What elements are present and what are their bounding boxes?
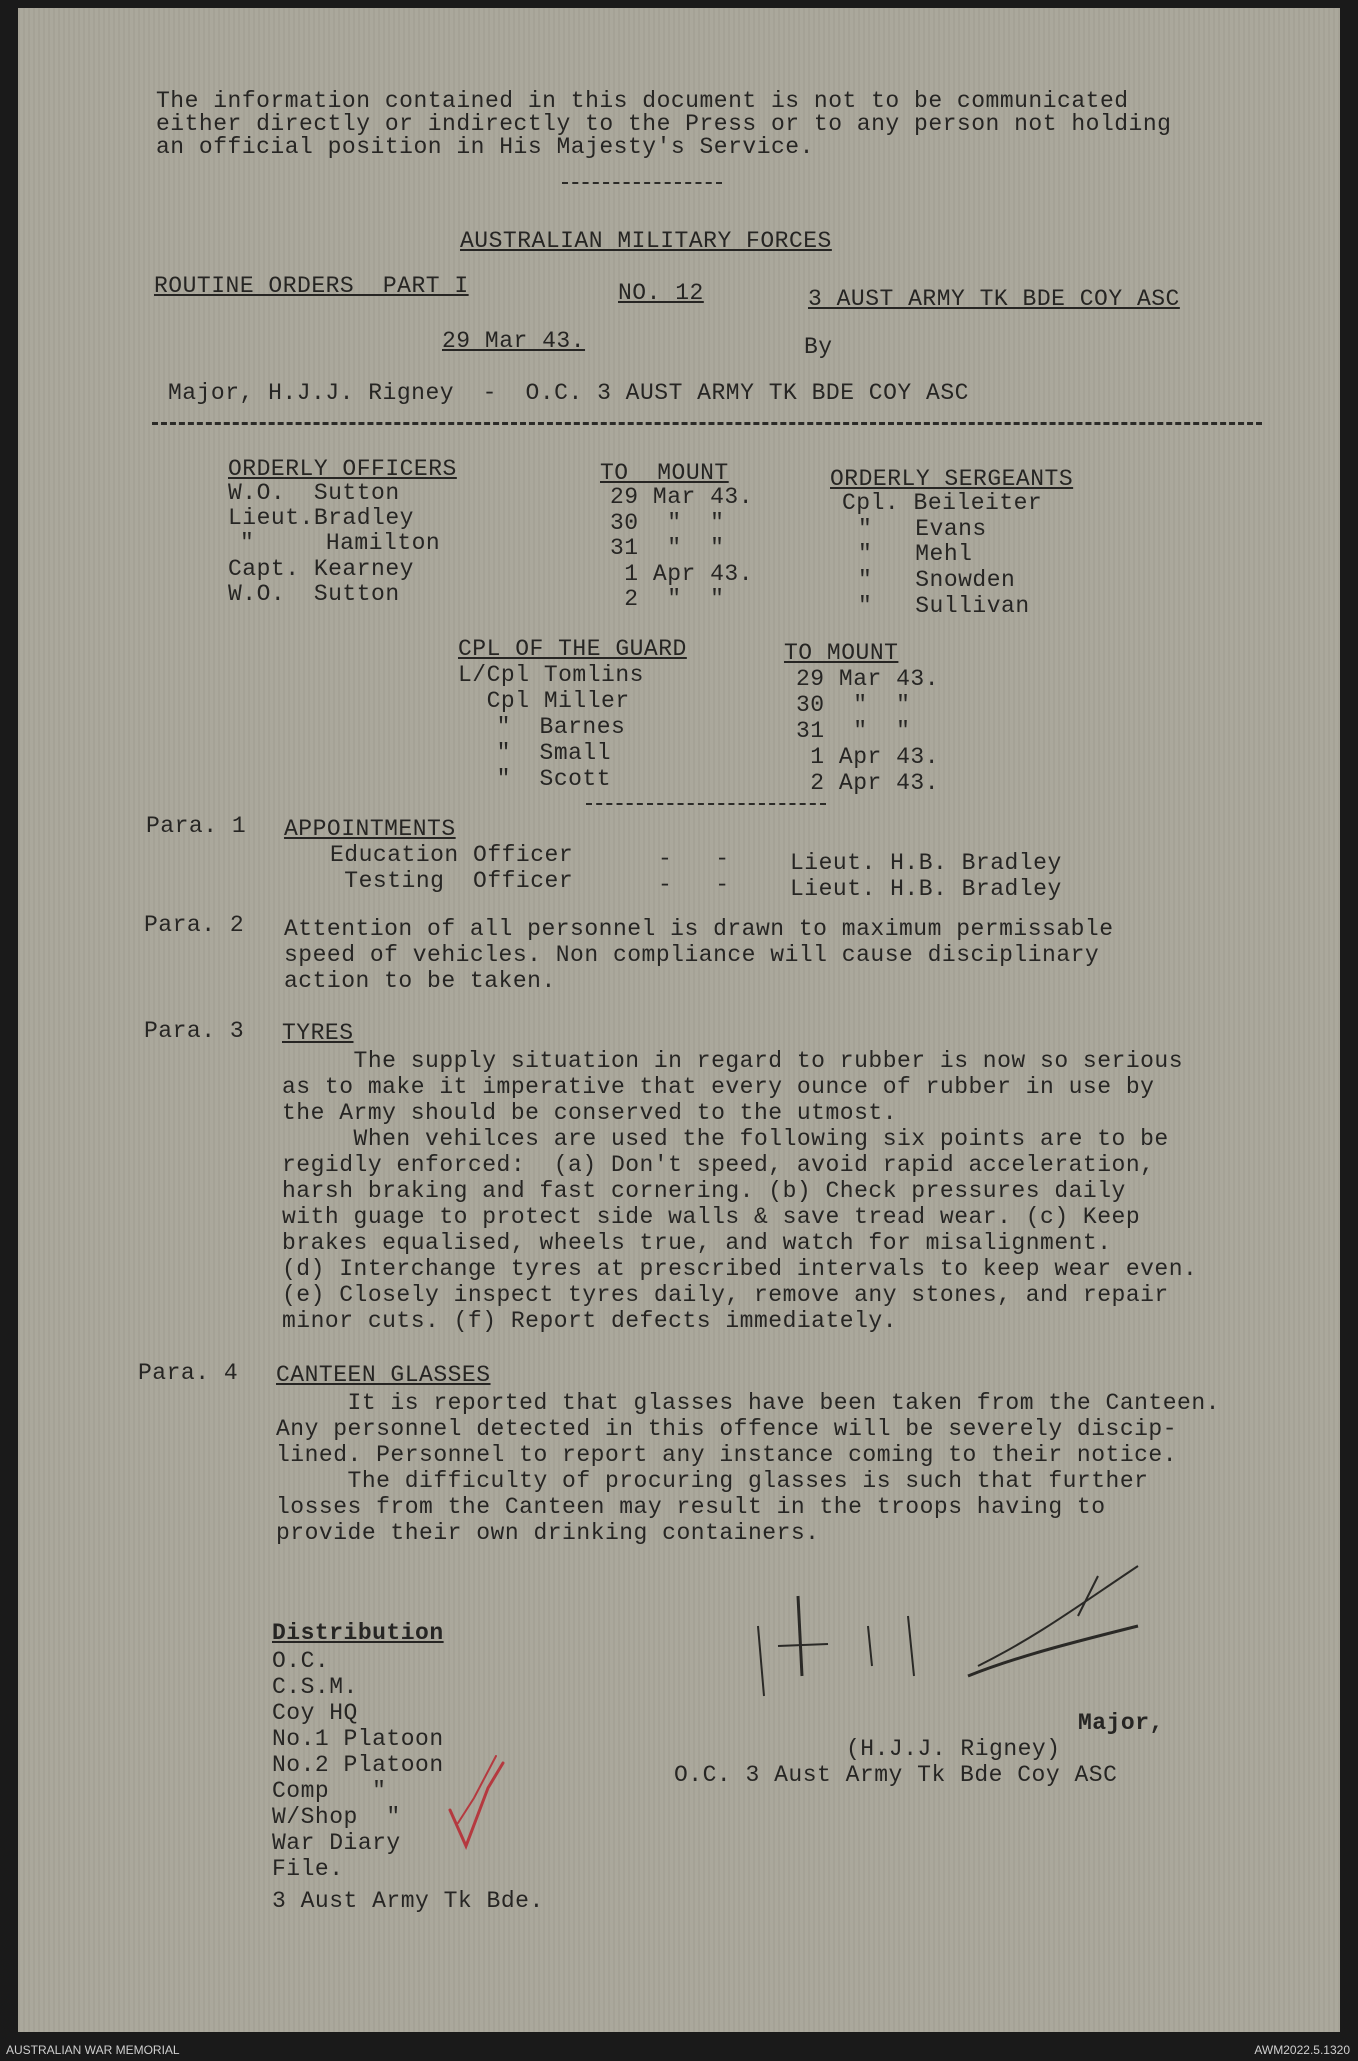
document-title: AUSTRALIAN MILITARY FORCES	[460, 228, 832, 254]
guard-name-2: Cpl Miller	[458, 688, 630, 714]
distribution-item: Coy HQ	[272, 1700, 358, 1726]
para-3-line: regidly enforced: (a) Don't speed, avoid rapid acceleration,	[282, 1152, 1155, 1178]
orderly-officers-header: ORDERLY OFFICERS	[228, 456, 457, 482]
cpl-guard-header: CPL OF THE GUARD	[458, 636, 687, 662]
divider	[152, 422, 1262, 425]
distribution-item: No.2 Platoon	[272, 1752, 444, 1778]
para-3-line: minor cuts. (f) Report defects immediately.	[282, 1308, 897, 1334]
para-3-line: harsh braking and fast cornering. (b) Check pressures daily	[282, 1178, 1126, 1204]
para-2-line: speed of vehicles. Non compliance will cause disciplinary	[284, 942, 1100, 968]
guard-name-4: " Small	[468, 740, 612, 766]
para-3-line: The supply situation in regard to rubber is now so serious	[282, 1048, 1184, 1074]
para-2-line: action to be taken.	[284, 968, 556, 994]
para-2-line: Attention of all personnel is drawn to maximum permissable	[284, 916, 1114, 942]
appointment-role-1: Education Officer	[330, 842, 574, 868]
mount-row-5: 2 " "	[610, 586, 725, 612]
distribution-item: War Diary	[272, 1830, 401, 1856]
para-3-line: the Army should be conserved to the utmost.	[282, 1100, 897, 1126]
signature-position: O.C. 3 Aust Army Tk Bde Coy ASC	[674, 1762, 1118, 1788]
officer-row-4: Capt. Kearney	[228, 556, 414, 582]
guard-date-3: 31 " "	[796, 718, 911, 744]
orderly-sergeants-header: ORDERLY SERGEANTS	[830, 466, 1074, 492]
guard-date-2: 30 " "	[796, 692, 911, 718]
divider	[586, 803, 826, 805]
signature-rank: Major,	[1078, 1710, 1164, 1736]
officer-row-5: W.O. Sutton	[228, 581, 400, 607]
guard-date-4: 1 Apr 43.	[796, 744, 940, 770]
para-1-heading: APPOINTMENTS	[284, 816, 456, 842]
guard-name-5: " Scott	[468, 766, 612, 792]
divider	[562, 182, 722, 184]
guard-mount-header: TO MOUNT	[784, 640, 899, 666]
footer-left: AUSTRALIAN WAR MEMORIAL	[6, 2043, 180, 2057]
officer-row-3: " Hamilton	[240, 530, 441, 556]
para-3-line: (e) Closely inspect tyres daily, remove any stones, and repair	[282, 1282, 1169, 1308]
para-3-line: as to make it imperative that every ounce of rubber in use by	[282, 1074, 1155, 1100]
distribution-item: O.C.	[272, 1648, 330, 1674]
sergeant-row-5: " Sullivan	[858, 593, 1030, 619]
officer-row-2: Lieut.Bradley	[228, 505, 414, 531]
confidentiality-line-3: an official position in His Majesty's Service.	[156, 134, 814, 160]
by-label: By	[804, 334, 833, 360]
mount-row-2: 30 " "	[610, 510, 725, 536]
distribution-item: File.	[272, 1856, 344, 1882]
para-3-line: brakes equalised, wheels true, and watch for misalignment.	[282, 1230, 1112, 1256]
para-3-heading: TYRES	[282, 1020, 354, 1046]
para-4-heading: CANTEEN GLASSES	[276, 1362, 491, 1388]
para-4-line: The difficulty of procuring glasses is such that further	[276, 1468, 1149, 1494]
appointment-sep-2: - -	[658, 872, 730, 898]
para-3-line: (d) Interchange tyres at prescribed intervals to keep wear even.	[282, 1256, 1198, 1282]
footer-right: AWM2022.5.1320	[1254, 2043, 1350, 2057]
guard-date-5: 2 Apr 43.	[796, 770, 940, 796]
appointment-name-2: Lieut. H.B. Bradley	[790, 876, 1062, 902]
issuer-line: Major, H.J.J. Rigney - O.C. 3 AUST ARMY TK BDE COY ASC	[168, 380, 969, 406]
distribution-heading: Distribution	[272, 1620, 444, 1646]
para-4-line: lined. Personnel to report any instance coming to their notice.	[276, 1442, 1178, 1468]
sergeant-row-2: " Evans	[858, 516, 987, 542]
sergeant-row-1: Cpl. Beileiter	[842, 490, 1043, 516]
sergeant-row-3: " Mehl	[858, 541, 973, 567]
distribution-item: W/Shop "	[272, 1804, 401, 1830]
mount-row-1: 29 Mar 43.	[610, 484, 754, 510]
signature-name: (H.J.J. Rigney)	[846, 1736, 1061, 1762]
distribution-item: No.1 Platoon	[272, 1726, 444, 1752]
red-checkmark-icon	[428, 1728, 538, 1858]
guard-date-1: 29 Mar 43.	[796, 666, 940, 692]
para-2-label: Para. 2	[144, 912, 245, 938]
para-4-line: It is reported that glasses have been taken from the Canteen.	[276, 1390, 1220, 1416]
confidentiality-line-2: either directly or indirectly to the Press or to any person not holding	[156, 111, 1172, 137]
para-3-label: Para. 3	[144, 1018, 245, 1044]
to-mount-header: TO MOUNT	[600, 460, 729, 486]
appointment-sep-1: - -	[658, 846, 730, 872]
guard-name-3: " Barnes	[468, 714, 626, 740]
order-date: 29 Mar 43.	[442, 328, 586, 354]
para-4-label: Para. 4	[138, 1360, 239, 1386]
distribution-item: Comp "	[272, 1778, 387, 1804]
signature-mark	[718, 1556, 1188, 1726]
officer-row-1: W.O. Sutton	[228, 480, 400, 506]
order-number: NO. 12	[618, 280, 704, 306]
mount-row-3: 31 " "	[610, 535, 725, 561]
routine-orders-label: ROUTINE ORDERS PART I	[154, 273, 469, 299]
para-4-line: losses from the Canteen may result in the troops having to	[276, 1494, 1106, 1520]
para-4-line: Any personnel detected in this offence will be severely discip-	[276, 1416, 1178, 1442]
appointment-role-2: Testing Officer	[330, 868, 574, 894]
para-4-line: provide their own drinking containers.	[276, 1520, 820, 1546]
para-3-line: with guage to protect side walls & save tread wear. (c) Keep	[282, 1204, 1141, 1230]
sergeant-row-4: " Snowden	[858, 567, 1016, 593]
distribution-item: 3 Aust Army Tk Bde.	[272, 1888, 544, 1914]
confidentiality-line-1: The information contained in this document is not to be communicated	[156, 88, 1129, 114]
guard-name-1: L/Cpl Tomlins	[458, 662, 644, 688]
para-1-label: Para. 1	[146, 813, 247, 839]
mount-row-4: 1 Apr 43.	[610, 561, 754, 587]
document-page	[18, 8, 1340, 2032]
distribution-item: C.S.M.	[272, 1674, 358, 1700]
unit-name: 3 AUST ARMY TK BDE COY ASC	[808, 286, 1180, 312]
appointment-name-1: Lieut. H.B. Bradley	[790, 850, 1062, 876]
para-3-line: When vehilces are used the following six points are to be	[282, 1126, 1169, 1152]
